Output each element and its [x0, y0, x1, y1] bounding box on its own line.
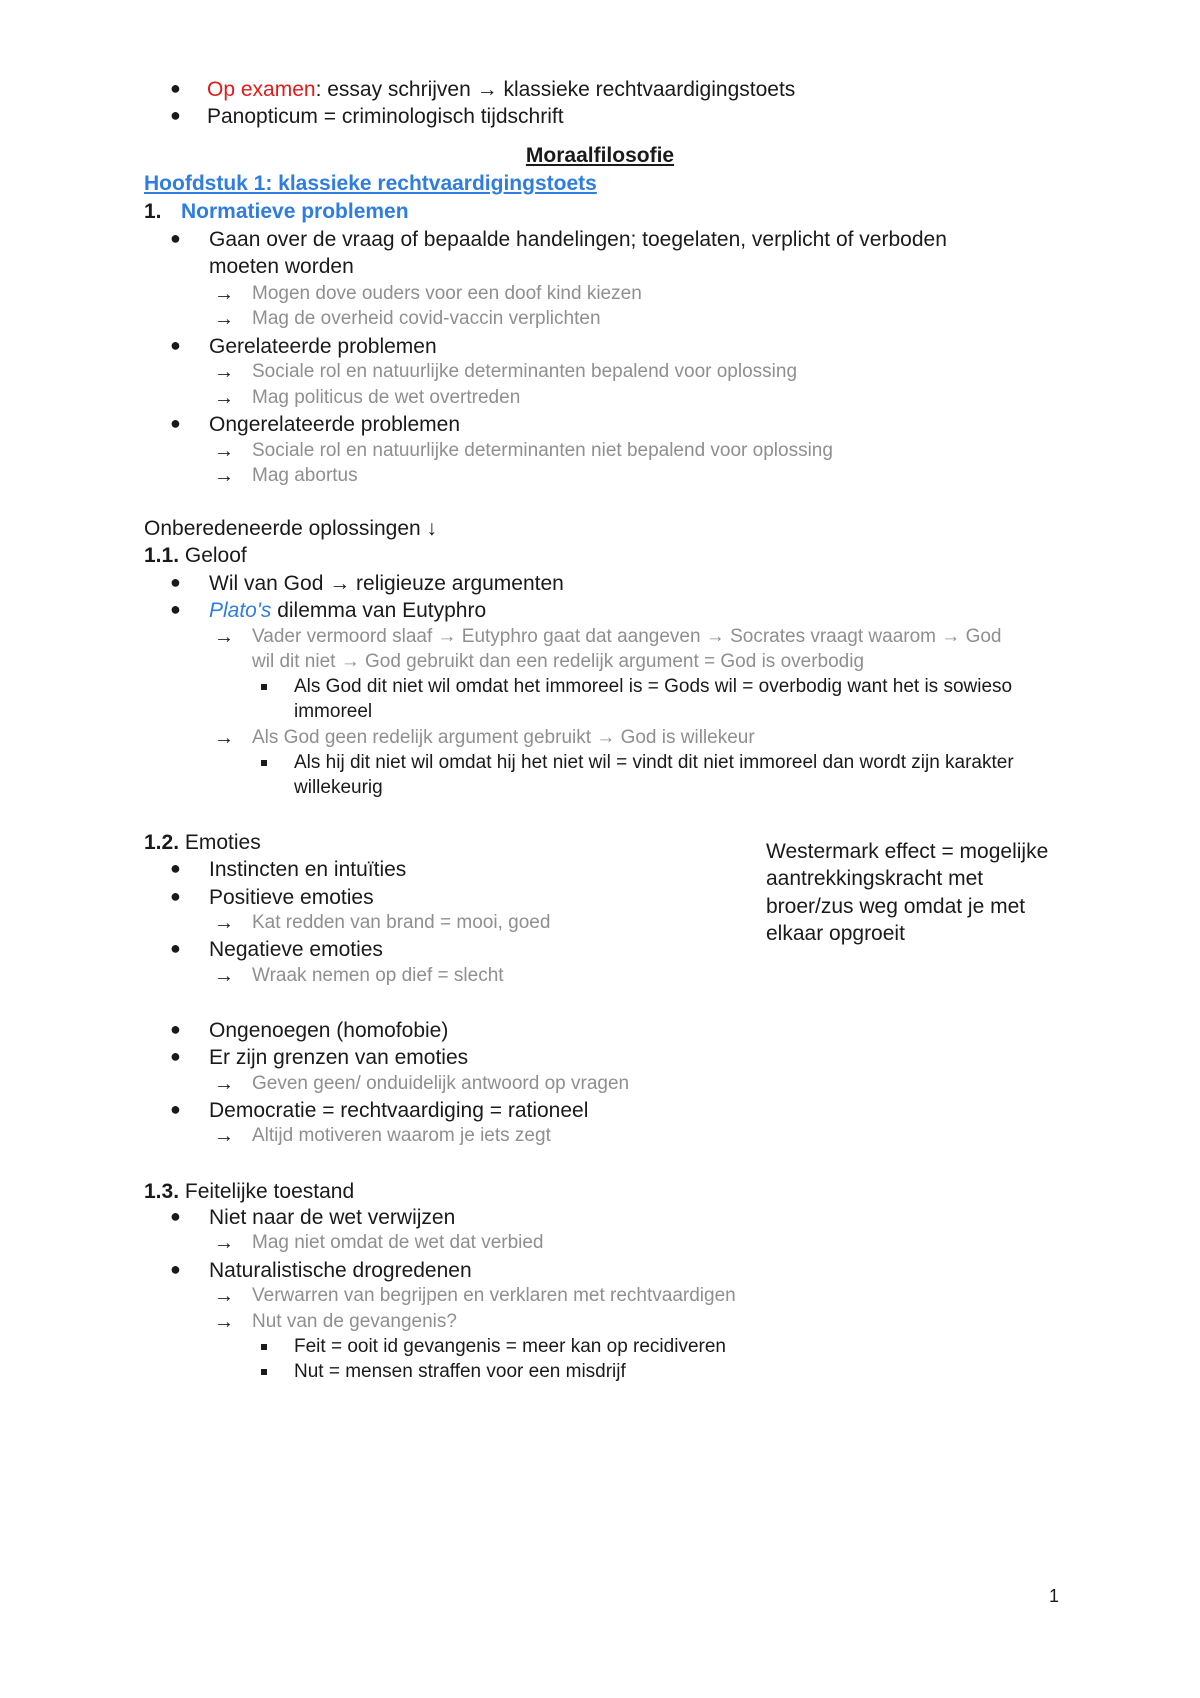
chapter-heading: Hoofdstuk 1: klassieke rechtvaardigingstoets [144, 172, 597, 195]
arrow-icon: → [214, 361, 234, 383]
arrow-icon: → [214, 1285, 234, 1307]
example-item: Wraak nemen op dief = slecht [252, 965, 504, 986]
list-item: Ongenoegen (homofobie) [209, 1019, 449, 1042]
square-bullet-icon [261, 1344, 267, 1350]
arrow-icon: → [214, 465, 234, 487]
list-item: Democratie = rechtvaardiging = rationeel [209, 1099, 589, 1122]
section-number: 1.2. [144, 831, 180, 854]
list-item: Gerelateerde problemen [209, 335, 437, 358]
arrow-icon: → [214, 308, 234, 330]
arrow-icon: → [214, 283, 234, 305]
example-item: Mogen dove ouders voor een doof kind kiezen [252, 283, 642, 304]
list-item: Gaan over de vraag of bepaalde handelingen; toegelaten, verplicht of verboden [209, 228, 947, 251]
example-item: Als God geen redelijk argument gebruikt → God is willekeur [252, 727, 755, 748]
arrow-icon: → [214, 965, 234, 987]
arrow-icon: → [214, 626, 234, 648]
arrow-icon: → [214, 440, 234, 462]
bullet-icon: ● [170, 1259, 181, 1279]
section-heading [144, 831, 261, 855]
bullet-icon: ● [170, 413, 181, 433]
plato-name: Plato's [209, 599, 272, 622]
list-item: Instincten en intuïties [209, 858, 407, 881]
section-heading: Normatieve problemen [181, 200, 409, 223]
sub-item: Als hij dit niet wil omdat hij het niet wil = vindt dit niet immoreel dan wordt zijn karakter [294, 752, 1014, 773]
bullet-icon: ● [170, 1046, 181, 1066]
list-item-text: dilemma van Eutyphro [271, 599, 487, 622]
list-item-text: religieuze argumenten [350, 572, 564, 595]
bullet-icon: ● [170, 858, 181, 878]
arrow-icon: → [214, 1073, 234, 1095]
arrow-icon: → [214, 1311, 234, 1333]
sub-item-continuation: willekeurig [294, 777, 383, 798]
arrow-icon: → [476, 78, 498, 101]
arrow-icon: → [329, 572, 351, 595]
arrow-icon: → [214, 912, 234, 934]
bullet-icon: ● [170, 1206, 181, 1226]
list-item: Niet naar de wet verwijzen [209, 1206, 456, 1229]
example-item: Mag niet omdat de wet dat verbied [252, 1232, 544, 1253]
bullet-icon: ● [170, 78, 181, 98]
section-number: 1.3. [144, 1180, 180, 1203]
arrow-icon: → [214, 1125, 234, 1147]
list-item: Negatieve emoties [209, 938, 383, 961]
section-heading [144, 544, 247, 568]
list-item-text: Wil van God [209, 572, 330, 595]
side-note-line: Westermark effect = mogelijke [766, 840, 1049, 863]
sub-item: Feit = ooit id gevangenis = meer kan op recidiveren [294, 1336, 726, 1357]
sub-item: Als God dit niet wil omdat het immoreel is = Gods wil = overbodig want het is sowieso [294, 676, 1013, 697]
exam-line [207, 78, 795, 102]
arrow-icon: → [214, 387, 234, 409]
list-item: Ongerelateerde problemen [209, 413, 460, 436]
page-title: Moraalfilosofie [525, 144, 675, 167]
example-item: Verwarren van begrijpen en verklaren met rechtvaardigen [252, 1285, 736, 1306]
section-title: Geloof [179, 544, 247, 567]
example-item: Mag politicus de wet overtreden [252, 387, 521, 408]
sub-item: Nut = mensen straffen voor een misdrijf [294, 1361, 626, 1382]
bullet-icon: ● [170, 335, 181, 355]
example-item: Sociale rol en natuurlijke determinanten niet bepalend voor oplossing [252, 440, 833, 461]
example-item: Kat redden van brand = mooi, goed [252, 912, 551, 933]
example-item-continuation: wil dit niet → God gebruikt dan een redelijk argument = God is overbodig [252, 651, 865, 672]
side-note-line: broer/zus weg omdat je met [766, 895, 1026, 918]
example-item: Sociale rol en natuurlijke determinanten bepalend voor oplossing [252, 361, 798, 382]
page-number: 1 [1049, 1586, 1060, 1606]
bullet-icon: ● [170, 1099, 181, 1119]
exam-tail: klassieke rechtvaardigingstoets [497, 78, 796, 101]
example-item: Geven geen/ onduidelijk antwoord op vragen [252, 1073, 630, 1094]
example-item: Mag abortus [252, 465, 358, 486]
bullet-icon: ● [170, 1019, 181, 1039]
list-item: Er zijn grenzen van emoties [209, 1046, 469, 1069]
example-item: Altijd motiveren waarom je iets zegt [252, 1125, 551, 1146]
square-bullet-icon [261, 684, 267, 690]
section-title: Emoties [179, 831, 261, 854]
list-item [209, 599, 486, 623]
list-item [209, 572, 564, 596]
bullet-icon: ● [170, 886, 181, 906]
arrow-icon: → [214, 1232, 234, 1254]
exam-text: : essay schrijven [315, 78, 477, 101]
sub-item-continuation: immoreel [294, 701, 373, 722]
square-bullet-icon [261, 1369, 267, 1375]
square-bullet-icon [261, 760, 267, 766]
bullet-icon: ● [170, 938, 181, 958]
list-item: Naturalistische drogredenen [209, 1259, 472, 1282]
side-note-line: elkaar opgroeit [766, 922, 905, 945]
list-item: Positieve emoties [209, 886, 374, 909]
section-number: 1.1. [144, 544, 180, 567]
exam-label: Op examen [207, 78, 316, 101]
bullet-icon: ● [170, 228, 181, 248]
panopticum-line: Panopticum = criminologisch tijdschrift [207, 105, 564, 128]
bullet-icon: ● [170, 105, 181, 125]
section-title: Feitelijke toestand [179, 1180, 355, 1203]
example-item: Nut van de gevangenis? [252, 1311, 457, 1332]
bullet-icon: ● [170, 599, 181, 619]
side-note-line: aantrekkingskracht met [766, 867, 984, 890]
arrow-icon: → [214, 727, 234, 749]
example-item: Mag de overheid covid-vaccin verplichten [252, 308, 601, 329]
example-item: Vader vermoord slaaf → Eutyphro gaat dat aangeven → Socrates vraagt waarom → God [252, 626, 1002, 647]
section-number: 1. [144, 200, 162, 223]
bullet-icon: ● [170, 572, 181, 592]
section-heading [144, 1180, 354, 1204]
list-item-continuation: moeten worden [209, 255, 354, 278]
subheading: Onberedeneerde oplossingen ↓ [144, 517, 438, 540]
